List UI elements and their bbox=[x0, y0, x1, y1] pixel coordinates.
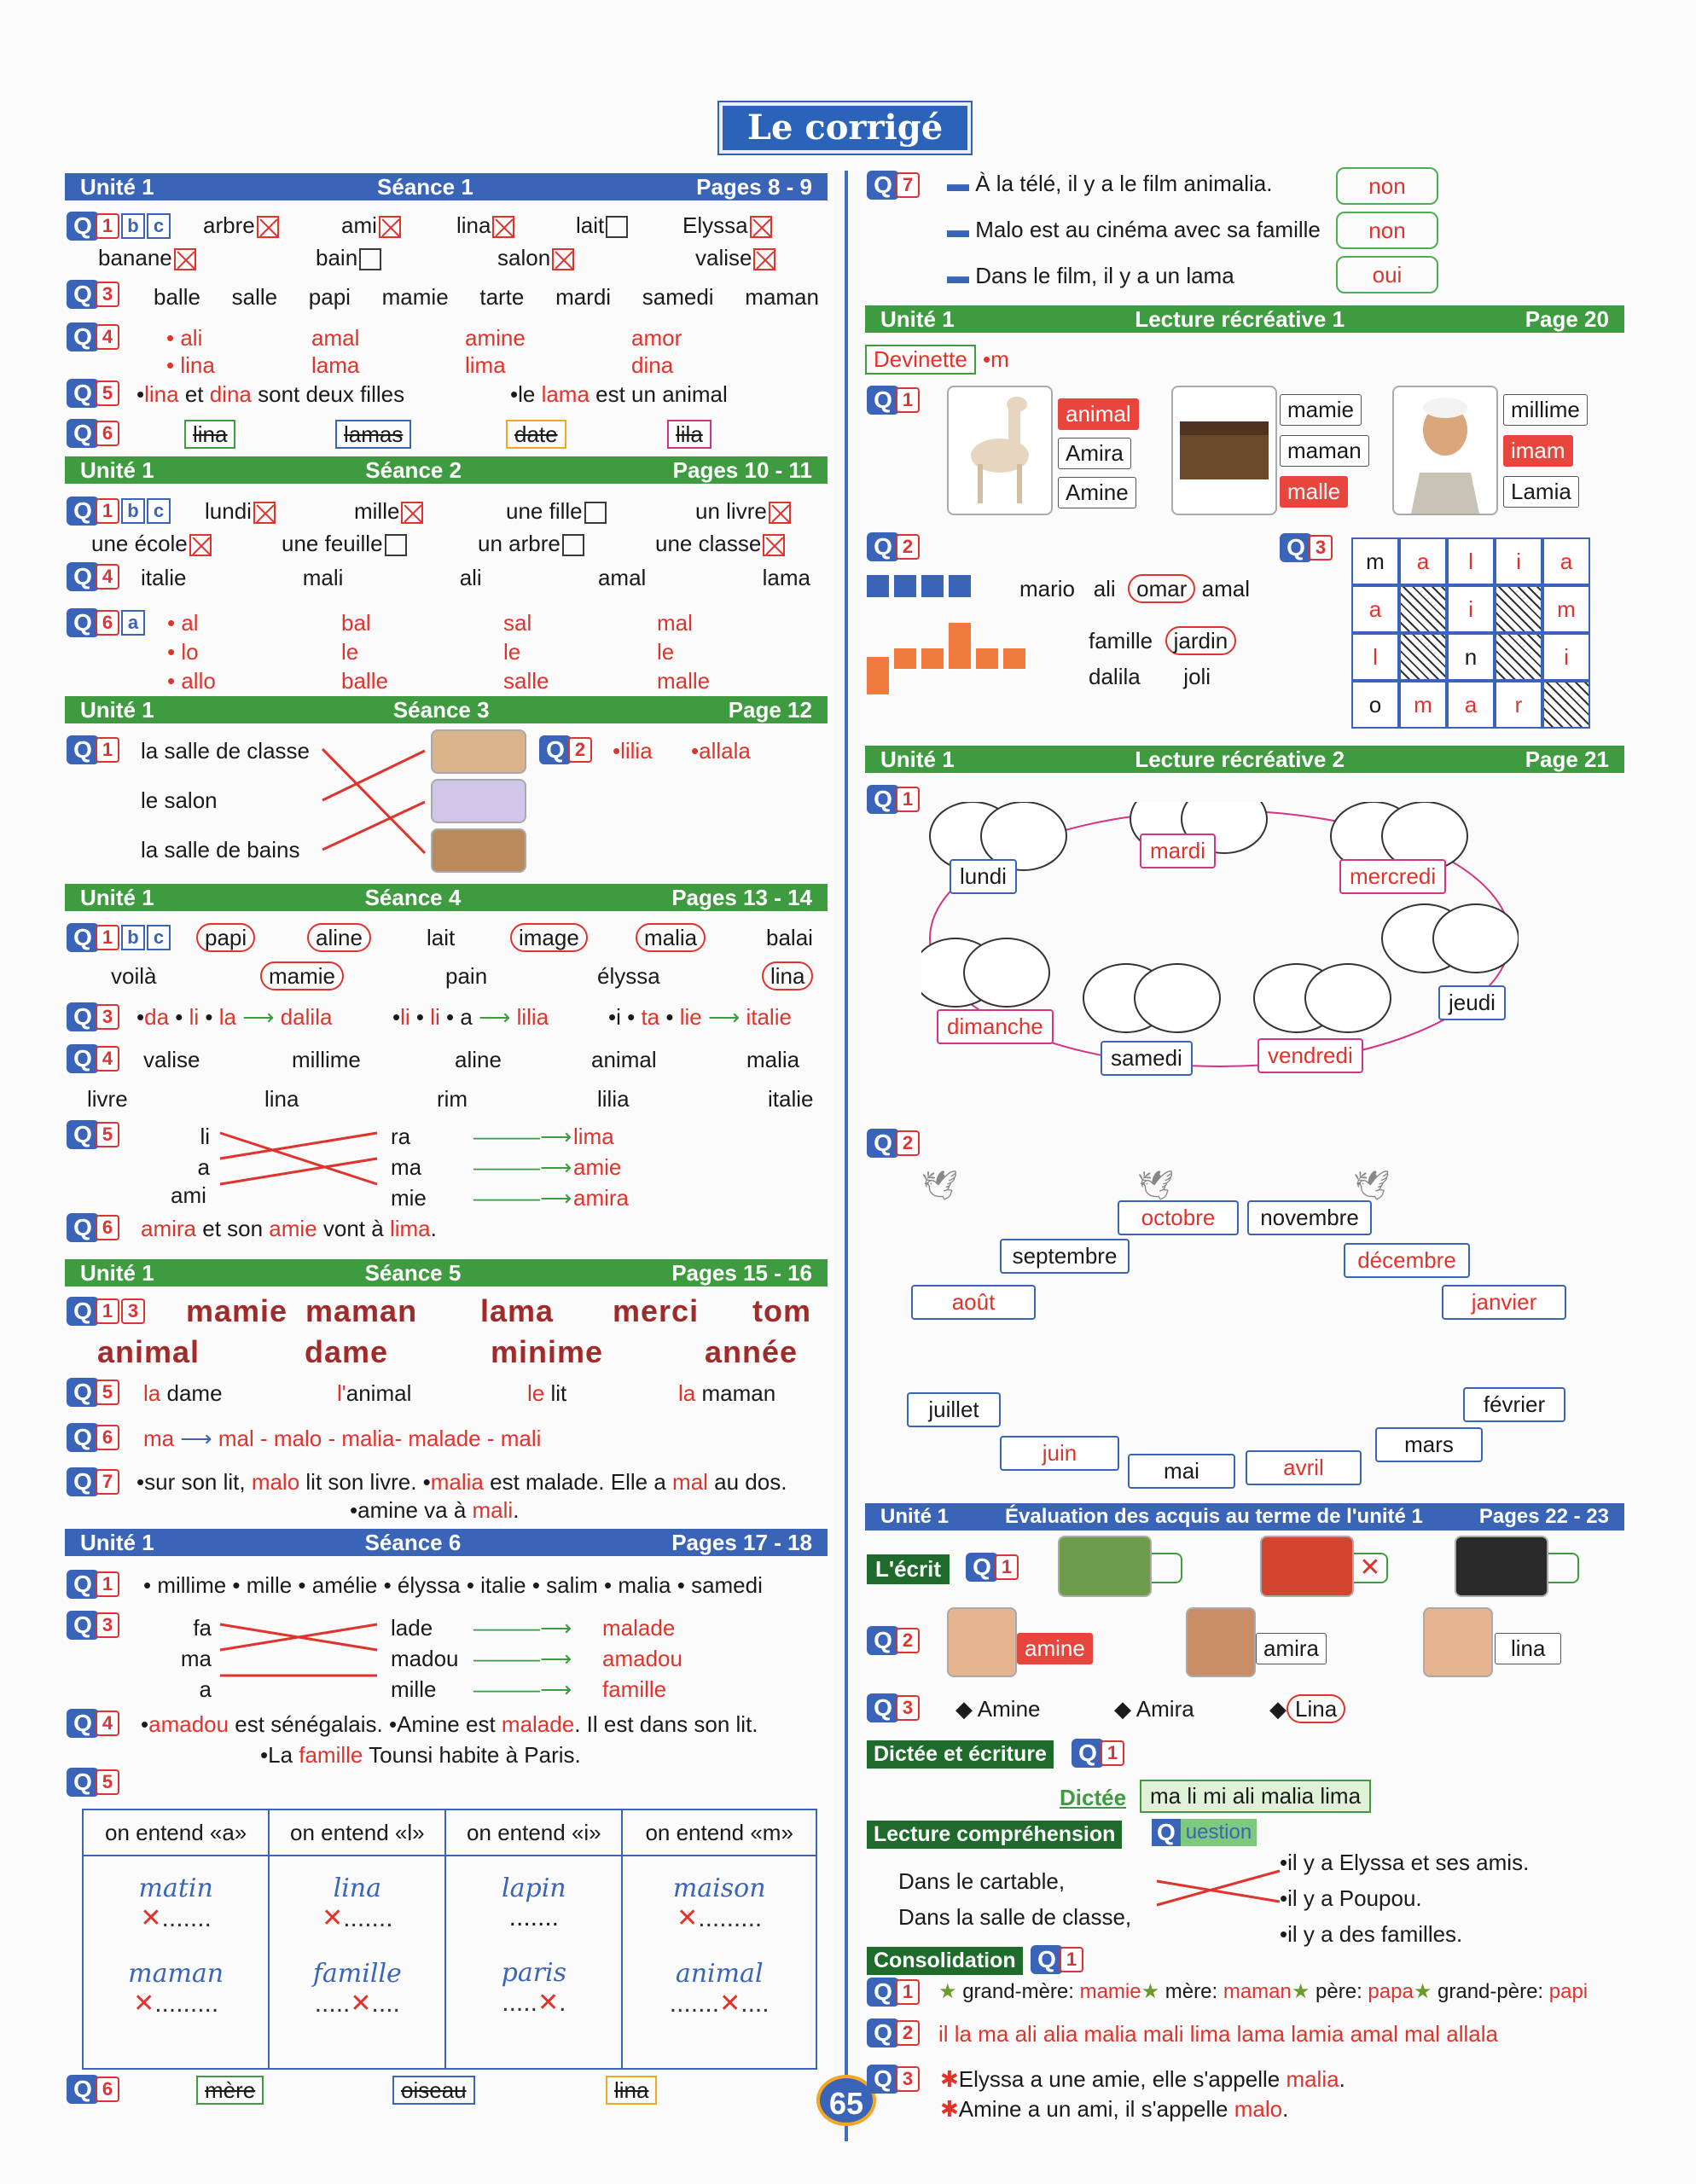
day-label: mercredi bbox=[1339, 859, 1446, 894]
girl-avatar bbox=[1423, 1607, 1493, 1677]
section-bar-seance-6: Unité 1 Séance 6 Pages 17 - 18 bbox=[65, 1529, 828, 1556]
section-label-lecture: Lecture compréhension bbox=[867, 1821, 1122, 1849]
word: élyssa bbox=[597, 963, 660, 989]
llama-image bbox=[947, 386, 1053, 515]
col-header: on entend «a» bbox=[83, 1809, 269, 1856]
day-label: samedi bbox=[1101, 1041, 1193, 1076]
word-option: Amira bbox=[1058, 438, 1131, 469]
word-choice: une classe bbox=[655, 531, 785, 557]
question-marker-q4: Q 4 bbox=[67, 322, 119, 351]
question-marker-q6: Q 6 a bbox=[67, 608, 145, 637]
grid-cell: r bbox=[1495, 681, 1542, 729]
answer-tab-crossed: ✕ bbox=[1354, 1553, 1388, 1583]
article-noun: la maman bbox=[678, 1380, 776, 1406]
word-option: millime bbox=[1503, 394, 1588, 426]
match-left: Dans la salle de classe, bbox=[898, 1904, 1132, 1930]
section-label-dictee: Dictée et écriture bbox=[867, 1740, 1054, 1769]
grid-cell: m bbox=[1351, 537, 1399, 585]
handwritten-word: famille bbox=[312, 1959, 402, 1989]
day-label: dimanche bbox=[937, 1009, 1054, 1044]
word-choice: un arbre bbox=[478, 531, 584, 557]
match-label: la salle de classe bbox=[141, 738, 310, 764]
question-marker-q1: Q 1 b c bbox=[67, 923, 171, 952]
question-marker-q2: Q 2 bbox=[539, 735, 592, 764]
syllable-chain: •i • ta • lie ⟶ italie bbox=[608, 1004, 792, 1030]
word-choice: lait bbox=[576, 212, 628, 239]
word-list: il la ma ali alia malia mali lima lama lamia amal mal allala bbox=[938, 2021, 1498, 2047]
grid-cell: a bbox=[1351, 585, 1399, 633]
match-right: •il y a des familles. bbox=[1280, 1921, 1463, 1947]
matching-lines bbox=[215, 1616, 386, 1684]
name-option: ◆ Amira bbox=[1114, 1696, 1194, 1722]
question-marker-q4: Q 4 bbox=[67, 562, 119, 591]
word-choice: bain bbox=[316, 245, 381, 271]
syllables-left: li a bbox=[197, 1124, 210, 1180]
month-label: décembre bbox=[1344, 1243, 1470, 1278]
crossed-word: lina bbox=[606, 2077, 657, 2104]
crossed-word: lila bbox=[667, 421, 712, 448]
section-bar-seance-5: Unité 1 Séance 5 Pages 15 - 16 bbox=[65, 1259, 828, 1287]
sound-table: on entend «a» on entend «l» on entend «i» on entend «m» matin ✕....... maman ✕......... lina ✕....... famille .....✕.... lapin ....... paris .....✕. maison ✕......... animal .......✕.... bbox=[82, 1809, 817, 2070]
question-marker-q1: Q 1 bbox=[67, 735, 119, 764]
dictee-words: ma li mi ali malia lima bbox=[1140, 1780, 1371, 1813]
name-option: ◆ Amine bbox=[955, 1696, 1041, 1722]
month-label: août bbox=[911, 1285, 1036, 1320]
word: mamie bbox=[186, 1293, 288, 1328]
word: animal bbox=[97, 1334, 200, 1369]
word-choice: une feuille bbox=[282, 531, 407, 557]
word-list: italie mali ali amal lama bbox=[141, 565, 810, 590]
butterfly-ring bbox=[921, 802, 1519, 1109]
answer: •lilia bbox=[613, 738, 653, 764]
dove-icons: 🕊🕊🕊 bbox=[921, 1170, 1570, 1202]
grid-cell bbox=[1495, 633, 1542, 681]
question-marker-q1: Q 1 bbox=[867, 1978, 920, 2007]
grid-cell bbox=[1399, 633, 1447, 681]
devinette-label: Devinette bbox=[865, 345, 976, 375]
matching-lines bbox=[215, 1124, 386, 1193]
bar-session: Séance 1 bbox=[377, 174, 473, 200]
question-marker-q6: Q 6 bbox=[67, 2075, 119, 2104]
grid-cell: i bbox=[1447, 585, 1495, 633]
question-marker-q1: Q 1 bbox=[1072, 1739, 1124, 1768]
crossword-grid bbox=[1351, 537, 1594, 730]
word-choice: Elyssa bbox=[682, 212, 772, 239]
arrows: ———⟶ ———⟶ ———⟶ bbox=[473, 1124, 572, 1211]
handwritten-word: paris bbox=[501, 1958, 567, 1988]
match-right: •il y a Elyssa et ses amis. bbox=[1280, 1850, 1530, 1875]
question-marker-q3: Q 3 bbox=[67, 1002, 119, 1031]
handwritten-word: animal bbox=[675, 1959, 764, 1989]
grid-cell bbox=[1495, 585, 1542, 633]
name-option: amira bbox=[1256, 1633, 1327, 1664]
section-bar-lecture-2: Unité 1 Lecture récréative 2 Page 21 bbox=[865, 746, 1624, 773]
answer-tab bbox=[1548, 1553, 1579, 1583]
sentence: •La famille Tounsi habite à Paris. bbox=[260, 1742, 581, 1768]
classroom-image bbox=[431, 729, 526, 774]
question-marker-q3: Q 3 bbox=[1280, 533, 1333, 562]
question-marker-q1: Q 1 bbox=[867, 386, 920, 415]
syllable-chain: •li • li • a ⟶ lilia bbox=[392, 1004, 549, 1030]
girl-avatar bbox=[1186, 1607, 1256, 1677]
page-number: 65 bbox=[816, 2075, 876, 2126]
day-label: vendredi bbox=[1257, 1038, 1363, 1073]
question-marker-q6: Q 6 bbox=[67, 1213, 119, 1242]
circled-word: malia bbox=[636, 925, 706, 951]
devinette-answer: •m bbox=[983, 346, 1009, 372]
word-column: amine lima bbox=[465, 325, 526, 378]
sentence: •lina et dina sont deux filles bbox=[136, 381, 405, 407]
word: animal bbox=[591, 1047, 657, 1072]
circled-word: aline bbox=[307, 925, 371, 951]
syllables-result: lima amie amira bbox=[573, 1124, 630, 1211]
bar-unit: Unité 1 bbox=[80, 174, 154, 200]
word: balai bbox=[766, 925, 813, 950]
section-bar-seance-4: Unité 1 Séance 4 Pages 13 - 14 bbox=[65, 884, 828, 911]
word-option: mamie bbox=[1280, 394, 1362, 426]
word-option-selected: imam bbox=[1503, 435, 1573, 467]
question-marker-q3: Q 3 bbox=[67, 280, 119, 309]
col-header: on entend «l» bbox=[269, 1809, 445, 1856]
shape-pattern-orange bbox=[867, 623, 1054, 700]
section-bar-seance-1 bbox=[65, 173, 828, 200]
word: pain bbox=[445, 963, 488, 989]
section-label-consolidation: Consolidation bbox=[867, 1947, 1023, 1975]
column-divider bbox=[845, 171, 848, 2141]
question-marker-q3: Q 3 bbox=[67, 1611, 119, 1640]
sentence: ✱Amine a un ami, il s'appelle malo. bbox=[940, 2096, 1289, 2122]
grid-cell bbox=[1542, 681, 1590, 729]
word-option-selected: malle bbox=[1280, 476, 1348, 508]
crossed-word: lamas bbox=[335, 421, 411, 448]
question-marker-q2: Q 2 bbox=[867, 1129, 920, 1158]
match-label: le salon bbox=[141, 787, 218, 813]
word-choice: valise bbox=[695, 245, 775, 271]
month-label: octobre bbox=[1118, 1200, 1239, 1235]
word-choice: une école bbox=[91, 531, 212, 557]
word: lina bbox=[264, 1086, 299, 1112]
question-marker-q2: Q 2 bbox=[867, 1626, 920, 1655]
word: millime bbox=[292, 1047, 361, 1072]
word: livre bbox=[87, 1086, 128, 1112]
month-label: février bbox=[1463, 1387, 1565, 1422]
day-label: jeudi bbox=[1438, 985, 1506, 1020]
month-label: janvier bbox=[1442, 1285, 1566, 1320]
imam-image bbox=[1392, 386, 1498, 515]
word-line: dalila joli bbox=[1089, 664, 1211, 689]
handwritten-word: maman bbox=[128, 1959, 224, 1989]
question-marker-q3: Q 3 bbox=[867, 1693, 920, 1722]
month-label: mars bbox=[1375, 1427, 1483, 1462]
syllable-column: bal le balle bbox=[341, 610, 388, 694]
syllable: ami bbox=[171, 1182, 206, 1208]
grid-cell: m bbox=[1399, 681, 1447, 729]
question-marker-q3: Q 3 bbox=[867, 2065, 920, 2094]
question-marker-q6: Q 6 bbox=[67, 1423, 119, 1452]
word-choice: arbre bbox=[203, 212, 279, 239]
word-list: • millime • mille • amélie • élyssa • italie • salim • malia • samedi bbox=[143, 1572, 763, 1598]
name-option: lina bbox=[1495, 1633, 1561, 1664]
circled-word: mamie bbox=[260, 963, 344, 990]
word: malia bbox=[746, 1047, 800, 1072]
article-noun: la dame bbox=[143, 1380, 223, 1406]
question-marker-q1: Q 1 bbox=[966, 1553, 1019, 1582]
matching-lines bbox=[1152, 1864, 1288, 1915]
statement: ▬ Dans le film, il y a un lama bbox=[947, 263, 1234, 288]
month-label: juillet bbox=[907, 1392, 1001, 1427]
answer-box: non bbox=[1336, 212, 1438, 249]
section-bar-seance-2: Unité 1 Séance 2 Pages 10 - 11 bbox=[65, 456, 828, 484]
question-marker-q6: Q 6 bbox=[67, 419, 119, 448]
grid-cell: i bbox=[1495, 537, 1542, 585]
match-label: la salle de bains bbox=[141, 837, 300, 863]
grid-cell: m bbox=[1542, 585, 1590, 633]
grid-cell: a bbox=[1399, 537, 1447, 585]
day-label: lundi bbox=[950, 859, 1017, 894]
sentence: ✱Elyssa a une amie, elle s'appelle malia. bbox=[940, 2066, 1345, 2092]
page-title: Le corrigé bbox=[719, 102, 971, 154]
word: rim bbox=[437, 1086, 468, 1112]
question-marker-q5: Q 5 bbox=[67, 379, 119, 408]
crossed-word: lina bbox=[184, 421, 235, 448]
question-marker-q5: Q 5 bbox=[67, 1120, 119, 1149]
section-bar-seance-3: Unité 1 Séance 3 Page 12 bbox=[65, 696, 828, 723]
word-choice: lina bbox=[456, 212, 514, 239]
handwritten-word: lapin bbox=[502, 1873, 566, 1903]
word: maman bbox=[305, 1293, 418, 1328]
match-right: •il y a Poupou. bbox=[1280, 1885, 1422, 1911]
section-bar-evaluation: Unité 1 Évaluation des acquis au terme de l'unité 1 Pages 22 - 23 bbox=[865, 1503, 1624, 1531]
day-label: mardi bbox=[1140, 834, 1216, 868]
grid-cell: l bbox=[1351, 633, 1399, 681]
matching-lines bbox=[316, 734, 435, 862]
sentence: •amine va à mali. bbox=[350, 1497, 520, 1523]
word-column: • ali • lina bbox=[166, 325, 215, 378]
question-marker-q1: Q 1 b c bbox=[67, 212, 171, 241]
answer-box: non bbox=[1336, 167, 1438, 205]
word-line: mario ali omar amal bbox=[1019, 576, 1250, 601]
month-label: septembre bbox=[1000, 1239, 1130, 1274]
question-marker-q1: Q 1 bbox=[867, 785, 920, 814]
word: merci bbox=[613, 1293, 700, 1328]
grid-cell: o bbox=[1351, 681, 1399, 729]
grid-cell bbox=[1399, 585, 1447, 633]
section-bar-lecture-1: Unité 1 Lecture récréative 1 Page 20 bbox=[865, 305, 1624, 333]
month-label: mai bbox=[1128, 1454, 1235, 1489]
syllables-mid: lade madou mille bbox=[391, 1615, 459, 1702]
word: minime bbox=[491, 1334, 604, 1369]
question-marker-q7: Q 7 bbox=[67, 1467, 119, 1496]
word-choice: lundi bbox=[205, 498, 276, 525]
answer: •allala bbox=[691, 738, 751, 764]
cat-image bbox=[1455, 1536, 1548, 1597]
question-marker-q2: Q 2 bbox=[867, 532, 920, 561]
word-option-selected: animal bbox=[1058, 398, 1139, 430]
sentence: •le lama est un animal bbox=[510, 381, 728, 407]
question-badge: Q uestion bbox=[1152, 1819, 1257, 1846]
syllables-result: malade amadou famille bbox=[602, 1615, 682, 1702]
question-marker-q7: Q 7 bbox=[867, 171, 920, 200]
arrows: ———⟶ ———⟶ ———⟶ bbox=[473, 1615, 572, 1702]
syllable-words: balle salle papi mamie tarte mardi samedi maman bbox=[154, 284, 819, 310]
article-noun: l'animal bbox=[337, 1380, 412, 1406]
bar-pages: Pages 8 - 9 bbox=[696, 174, 812, 200]
turtle-image bbox=[1058, 1536, 1152, 1597]
word-choice: ami bbox=[341, 212, 401, 239]
col-header: on entend «i» bbox=[445, 1809, 622, 1856]
word: aline bbox=[455, 1047, 502, 1072]
grid-cell: i bbox=[1542, 633, 1590, 681]
grid-cell: n bbox=[1447, 633, 1495, 681]
sentence: •amadou est sénégalais. •Amine est malade. Il est dans son lit. bbox=[141, 1711, 758, 1737]
word-option: Amine bbox=[1058, 477, 1136, 508]
month-label: novembre bbox=[1247, 1200, 1372, 1235]
question-marker-q5: Q 5 bbox=[67, 1768, 119, 1797]
boy-avatar bbox=[947, 1607, 1017, 1677]
word-choice: banane bbox=[98, 245, 196, 271]
family-words: ★ grand-mère: mamie★ mère: maman★ père: papa★ grand-père: papi bbox=[938, 1980, 1589, 2003]
word-column: amor dina bbox=[631, 325, 682, 378]
month-label: avril bbox=[1246, 1450, 1362, 1485]
question-marker-q4: Q 4 bbox=[67, 1709, 119, 1738]
word-chain: ma ⟶ mal - malo - malia- malade - mali bbox=[143, 1426, 542, 1451]
question-marker-q2: Q 2 bbox=[867, 2018, 920, 2048]
word-column: amal lama bbox=[311, 325, 360, 378]
syllable-column: sal le salle bbox=[503, 610, 549, 694]
word: lait bbox=[427, 925, 456, 950]
section-label-ecrit: L'écrit bbox=[867, 1554, 950, 1584]
match-left: Dans le cartable, bbox=[898, 1868, 1066, 1894]
syllables-mid: ra ma mie bbox=[391, 1124, 427, 1211]
handwritten-word: matin bbox=[138, 1873, 213, 1903]
word: tom bbox=[752, 1293, 811, 1328]
statement: ▬ Malo est au cinéma avec sa famille bbox=[947, 217, 1321, 242]
answer-box: oui bbox=[1336, 256, 1438, 293]
word-line: famille jardin bbox=[1089, 628, 1236, 654]
month-label: juin bbox=[1000, 1436, 1119, 1471]
word: lilia bbox=[597, 1086, 630, 1112]
question-marker-q1: Q 1 b c bbox=[67, 497, 171, 526]
word: année bbox=[705, 1334, 799, 1369]
crossed-word: date bbox=[506, 421, 566, 448]
crossed-word: mère bbox=[196, 2077, 264, 2104]
syllable-column: mal le malle bbox=[657, 610, 711, 694]
name-selected: amine bbox=[1017, 1633, 1093, 1664]
word: lama bbox=[480, 1293, 555, 1328]
article-noun: le lit bbox=[527, 1380, 567, 1406]
grid-cell: l bbox=[1447, 537, 1495, 585]
syllable-column: • al • lo • allo bbox=[167, 610, 216, 694]
word-choice: salon bbox=[497, 245, 574, 271]
syllables-left: fa ma a bbox=[180, 1615, 212, 1702]
question-marker-q1: Q 1 bbox=[67, 1570, 119, 1599]
circled-word: image bbox=[510, 925, 588, 951]
word: voilà bbox=[111, 963, 157, 989]
bathroom-image bbox=[431, 828, 526, 873]
word-choice: une fille bbox=[506, 498, 607, 525]
parrot-image bbox=[1260, 1536, 1354, 1597]
word-choice: mille bbox=[354, 498, 423, 525]
crossed-word: oiseau bbox=[392, 2077, 475, 2104]
question-marker-q1: Q 1 bbox=[1031, 1945, 1083, 1974]
answer-tab bbox=[1152, 1553, 1182, 1583]
statement: ▬ À la télé, il y a le film animalia. bbox=[947, 171, 1273, 196]
sentence: amira et son amie vont à lima. bbox=[141, 1216, 437, 1241]
handwritten-word: lina bbox=[333, 1873, 382, 1903]
grid-cell: a bbox=[1447, 681, 1495, 729]
dictee-label: Dictée bbox=[1060, 1785, 1127, 1810]
circled-word: papi bbox=[196, 925, 255, 951]
chest-image bbox=[1171, 386, 1277, 515]
shape-pattern-blue bbox=[867, 575, 986, 597]
word: italie bbox=[768, 1086, 814, 1112]
question-marker-q4: Q 4 bbox=[67, 1044, 119, 1073]
word-choice: un livre bbox=[695, 498, 791, 525]
syllable-chain: •da • li • la ⟶ dalila bbox=[136, 1004, 333, 1030]
word: dame bbox=[305, 1334, 389, 1369]
word: valise bbox=[143, 1047, 200, 1072]
name-option: ◆ Lina bbox=[1269, 1696, 1345, 1722]
grid-cell: a bbox=[1542, 537, 1590, 585]
living-room-image bbox=[431, 779, 526, 823]
word-option: maman bbox=[1280, 435, 1369, 467]
col-header: on entend «m» bbox=[622, 1809, 816, 1856]
question-marker-q13: Q 1 3 bbox=[67, 1297, 145, 1326]
sentence: •sur son lit, malo lit son livre. •malia est malade. Elle a mal au dos. bbox=[136, 1469, 787, 1495]
handwritten-word: maison bbox=[672, 1873, 766, 1903]
word-option: Lamia bbox=[1503, 476, 1579, 508]
question-marker-q5: Q 5 bbox=[67, 1378, 119, 1407]
circled-word: lina bbox=[762, 963, 813, 990]
